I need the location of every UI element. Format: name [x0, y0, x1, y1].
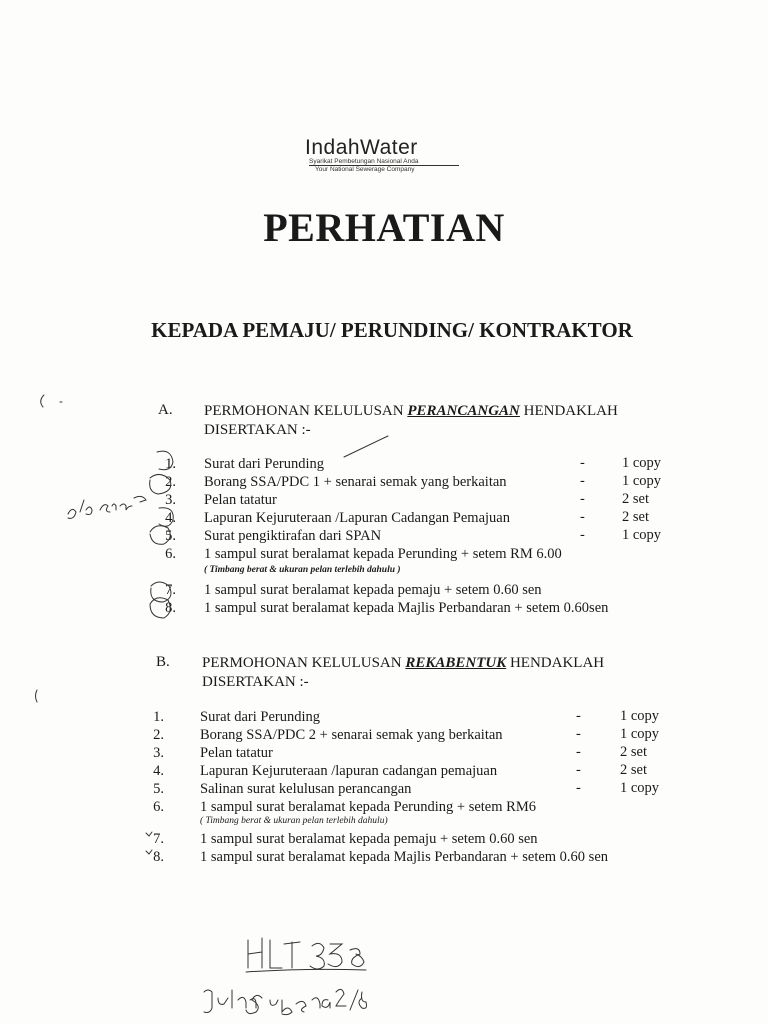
page-title: PERHATIAN: [263, 205, 505, 250]
list-item-number: 2.: [153, 727, 164, 743]
list-item-number: 6.: [153, 799, 164, 815]
section-b-heading: [202, 654, 662, 692]
logo-tagline-ms: Syarikat Pembetungan Nasional Anda: [309, 158, 419, 165]
list-item-number: 1.: [165, 456, 176, 472]
list-item-text: Pelan tatatur: [200, 745, 273, 761]
list-item-text: Borang SSA/PDC 2 + senarai semak yang berkaitan: [200, 727, 503, 743]
section-a-heading-pre: PERMOHONAN KELULUSAN: [204, 403, 408, 419]
list-item-text: 1 sampul surat beralamat kepada pemaju + setem 0.60 sen: [204, 582, 542, 598]
list-item-text: 1 sampul surat beralamat kepada Perunding + setem RM 6.00: [204, 546, 562, 562]
list-item-number: 7.: [165, 582, 176, 598]
section-b-heading-line2: DISERTAKAN :-: [202, 674, 309, 690]
list-item-qty: 1 copy: [622, 455, 662, 471]
section-a-heading-line2: DISERTAKAN :-: [204, 422, 311, 438]
list-item-dash: -: [576, 744, 581, 760]
list-item-number: 4.: [165, 510, 176, 526]
list-item-text: 1 sampul surat beralamat kepada Perunding + setem RM6: [200, 799, 536, 815]
section-b-heading-pre: PERMOHONAN KELULUSAN: [202, 655, 406, 671]
list-item-text: Lapuran Kejuruteraan /lapuran cadangan pemajuan: [200, 763, 498, 779]
section-b-heading-post: HENDAKLAH: [506, 655, 605, 671]
section-a-heading-post: HENDAKLAH: [519, 403, 618, 419]
list-item-dash: -: [580, 455, 585, 471]
list-item-qty: 2 set: [622, 509, 649, 525]
list-item-number: 2.: [165, 474, 176, 490]
section-a-heading-emphasis: PERANCANGAN: [407, 403, 520, 419]
list-item-text: Pelan tatatur: [204, 492, 277, 508]
page-subtitle: KEPADA PEMAJU/ PERUNDING/ KONTRAKTOR: [151, 318, 633, 342]
list-item-number: 6.: [165, 546, 176, 562]
list-item-text: Salinan surat kelulusan perancangan: [200, 781, 412, 797]
list-item-number: 3.: [153, 745, 164, 761]
logo-tagline-en: Your National Sewerage Company: [315, 166, 415, 173]
section-b-letter: B.: [156, 654, 170, 670]
list-item-text: Surat dari Perunding: [204, 456, 325, 472]
list-item-number: 8.: [153, 849, 164, 865]
list-item-qty: 1 copy: [620, 726, 660, 742]
list-item-dash: -: [580, 473, 585, 489]
logo-wordmark: IndahWater: [305, 136, 418, 159]
weigh-note: ( Timbang berat & ukuran pelan terlebih dahulu): [200, 816, 388, 826]
list-item-text: 1 sampul surat beralamat kepada pemaju + setem 0.60 sen: [200, 831, 538, 847]
list-item-number: 5.: [165, 528, 176, 544]
list-item-dash: -: [580, 527, 585, 543]
list-item-qty: 1 copy: [620, 708, 660, 724]
section-b-heading-emphasis: REKABENTUK: [405, 655, 507, 671]
list-item-text: Surat dari Perunding: [200, 709, 321, 725]
list-item-dash: -: [576, 708, 581, 724]
list-item-qty: 2 set: [620, 762, 647, 778]
list-item-text: 1 sampul surat beralamat kepada Majlis Perbandaran + setem 0.60sen: [204, 600, 609, 616]
list-item-number: 1.: [153, 709, 164, 725]
list-item-dash: -: [580, 509, 585, 525]
list-item-number: 4.: [153, 763, 164, 779]
list-item-text: Borang SSA/PDC 1 + senarai semak yang berkaitan: [204, 474, 507, 490]
indahwater-logo: [305, 136, 475, 180]
list-item-number: 8.: [165, 600, 176, 616]
list-item-qty: 1 copy: [622, 527, 662, 543]
list-item-qty: 2 set: [622, 491, 649, 507]
list-item-dash: -: [576, 762, 581, 778]
list-item-text: Surat pengiktirafan dari SPAN: [204, 528, 382, 544]
weigh-note: ( Timbang berat & ukuran pelan terlebih dahulu ): [204, 565, 401, 575]
list-item-number: 7.: [153, 831, 164, 847]
list-item-dash: -: [580, 491, 585, 507]
list-item-qty: 1 copy: [620, 780, 660, 796]
list-item-qty: 2 set: [620, 744, 647, 760]
list-item-dash: -: [576, 780, 581, 796]
list-item-number: 3.: [165, 492, 176, 508]
section-a-letter: A.: [158, 402, 173, 418]
list-item-text: 1 sampul surat beralamat kepada Majlis Perbandaran + setem 0.60 sen: [200, 849, 609, 865]
list-item-qty: 1 copy: [622, 473, 662, 489]
list-item-dash: -: [576, 726, 581, 742]
section-a-heading: [204, 402, 664, 440]
list-item-number: 5.: [153, 781, 164, 797]
list-item-text: Lapuran Kejuruteraan /Lapuran Cadangan Pemajuan: [204, 510, 510, 526]
